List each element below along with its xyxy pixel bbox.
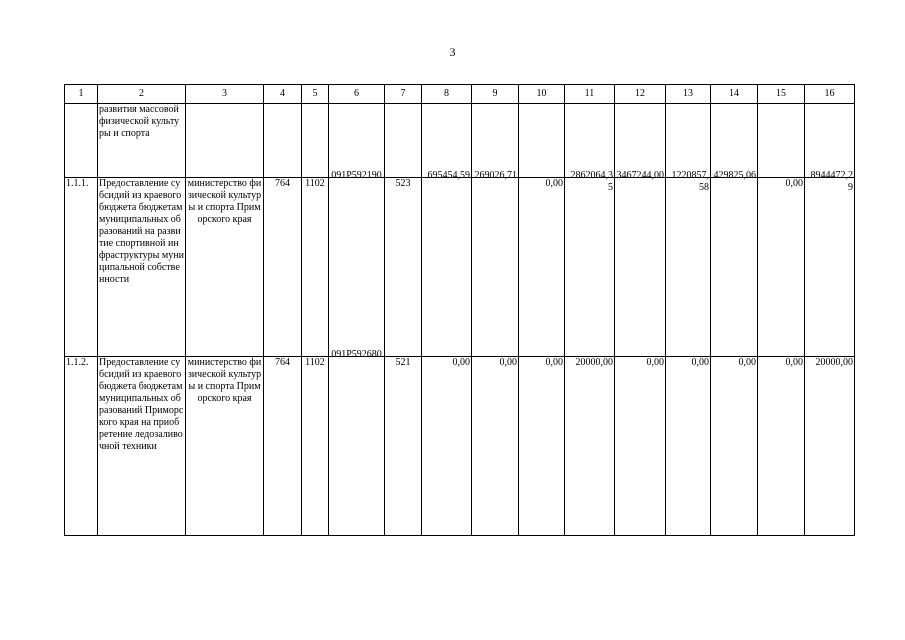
target-article-code: 091P592190 xyxy=(329,178,385,357)
amount-cell: 0,00 xyxy=(472,357,519,536)
table-cell xyxy=(805,104,855,178)
target-article-code: 091P592680 xyxy=(329,357,385,536)
header-cell: 8 xyxy=(422,85,472,104)
header-cell: 16 xyxy=(805,85,855,104)
grbs-code: 764 xyxy=(264,178,302,357)
header-cell: 14 xyxy=(711,85,758,104)
event-name: Предоставление субсидий из краевого бюджета бюджетам муниципальных образований на развитие спортивной инфраструктуры муниципальной собственности xyxy=(98,178,186,357)
page-number: 3 xyxy=(449,45,456,59)
expense-type-code: 523 xyxy=(385,178,422,357)
amount-cell: 0,00 xyxy=(711,357,758,536)
total-amount: 20000,00 xyxy=(805,357,855,536)
header-cell: 4 xyxy=(264,85,302,104)
amount-cell: 3467244,00 xyxy=(615,178,666,357)
header-cell: 15 xyxy=(758,85,805,104)
header-cell: 5 xyxy=(302,85,329,104)
amount-cell: 269026,71 xyxy=(472,178,519,357)
budget-table xyxy=(64,84,855,536)
table-cell xyxy=(615,104,666,178)
amount-cell: 20000,00 xyxy=(565,357,615,536)
total-amount: 8944472,29 xyxy=(805,178,855,357)
header-cell: 11 xyxy=(565,85,615,104)
event-name: развития массовой физической культуры и спорта xyxy=(98,104,186,178)
header-cell: 3 xyxy=(186,85,264,104)
table-cell xyxy=(422,104,472,178)
header-cell: 13 xyxy=(666,85,711,104)
amount-cell: 1220857,58 xyxy=(666,178,711,357)
amount-cell: 429825,06 xyxy=(711,178,758,357)
table-row xyxy=(65,178,855,357)
amount-cell: 0,00 xyxy=(666,357,711,536)
table-cell xyxy=(565,104,615,178)
table-row xyxy=(65,104,855,178)
table-cell xyxy=(385,104,422,178)
row-number xyxy=(65,104,98,178)
amount-cell: 695454,59 xyxy=(422,178,472,357)
responsible-executor: министерство физической культуры и спорта Приморского края xyxy=(186,178,264,357)
grbs-code: 764 xyxy=(264,357,302,536)
row-number: 1.1.1. xyxy=(65,178,98,357)
amount-cell: 0,00 xyxy=(615,357,666,536)
table-row xyxy=(65,357,855,536)
table-cell xyxy=(472,104,519,178)
event-name: Предоставление субсидий из краевого бюджета бюджетам муниципальных образований Приморского края на приобретение ледозаливочной техники xyxy=(98,357,186,536)
amount-cell: 0,00 xyxy=(758,178,805,357)
header-cell: 6 xyxy=(329,85,385,104)
header-cell: 1 xyxy=(65,85,98,104)
table-cell xyxy=(519,104,565,178)
amount-cell: 0,00 xyxy=(422,357,472,536)
section-code: 1102 xyxy=(302,178,329,357)
row-number: 1.1.2. xyxy=(65,357,98,536)
amount-cell: 2862064,35 xyxy=(565,178,615,357)
expense-type-code: 521 xyxy=(385,357,422,536)
table-cell xyxy=(302,104,329,178)
table-cell xyxy=(711,104,758,178)
table-cell xyxy=(666,104,711,178)
header-row xyxy=(65,85,855,104)
header-cell: 7 xyxy=(385,85,422,104)
header-cell: 2 xyxy=(98,85,186,104)
amount-cell: 0,00 xyxy=(519,178,565,357)
header-cell: 10 xyxy=(519,85,565,104)
header-cell: 12 xyxy=(615,85,666,104)
header-cell: 9 xyxy=(472,85,519,104)
amount-cell: 0,00 xyxy=(758,357,805,536)
responsible-executor xyxy=(186,104,264,178)
section-code: 1102 xyxy=(302,357,329,536)
table-cell xyxy=(758,104,805,178)
table-cell xyxy=(329,104,385,178)
amount-cell: 0,00 xyxy=(519,357,565,536)
table-cell xyxy=(264,104,302,178)
responsible-executor: министерство физической культуры и спорта Приморского края xyxy=(186,357,264,536)
